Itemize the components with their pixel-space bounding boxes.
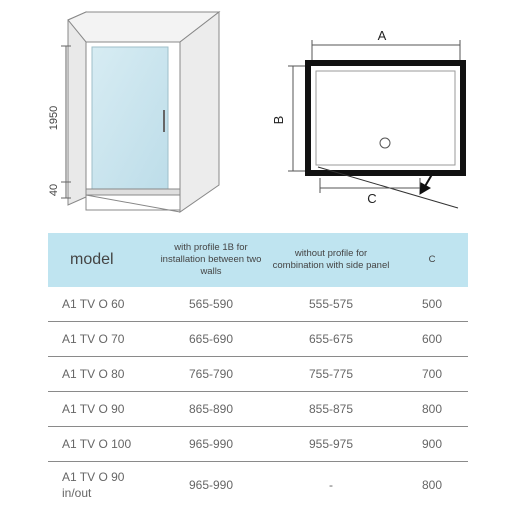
c-cell: 800 [421, 478, 443, 492]
tray-inner [316, 71, 455, 165]
table-row [48, 287, 468, 322]
header-c: C [396, 233, 468, 287]
door-base-profile [86, 189, 180, 195]
dimension-b-label: B [271, 115, 286, 125]
model-cell: A1 TV O 90 in/out [62, 470, 125, 500]
with-profile-cell: 665-690 [156, 322, 266, 357]
without-profile-cell: 755-775 [266, 357, 396, 392]
model-cell: A1 TV O 80 [48, 357, 156, 392]
with-profile-cell: 965-990 [156, 427, 266, 462]
c-cell: 600 [396, 322, 468, 357]
table-row [48, 357, 468, 392]
c-cell: 700 [396, 357, 468, 392]
table-header-row [48, 233, 468, 287]
header-model: model [48, 233, 156, 287]
model-cell: A1 TV O 100 [48, 427, 156, 462]
without-profile-cell: 955-975 [266, 427, 396, 462]
dimension-c-label: C [367, 191, 377, 206]
technical-drawing [0, 0, 515, 230]
with-profile-cell: 765-790 [156, 357, 266, 392]
height-label: 1950 [48, 105, 60, 131]
model-cell: A1 TV O 60 [48, 287, 156, 322]
right-wall [180, 12, 219, 212]
with-profile-cell: 965-990 [188, 478, 234, 492]
table-row [48, 427, 468, 462]
c-cell: 500 [396, 287, 468, 322]
glass-door [92, 47, 168, 189]
tray-outline [308, 63, 463, 173]
without-profile-cell: 555-575 [266, 287, 396, 322]
left-side-wall [68, 12, 86, 205]
with-profile-cell: 865-890 [156, 392, 266, 427]
with-profile-cell: 565-590 [156, 287, 266, 322]
table-row [48, 462, 468, 509]
enclosure-3d-view [68, 12, 219, 212]
table-row [48, 392, 468, 427]
without-profile-cell: 855-875 [266, 392, 396, 427]
without-profile-cell: - [329, 478, 333, 492]
table-row [48, 322, 468, 357]
c-cell: 900 [396, 427, 468, 462]
header-with-profile: with profile 1B for installation between two walls [156, 233, 266, 287]
c-cell: 800 [396, 392, 468, 427]
base-height-label: 40 [48, 183, 60, 197]
drain-icon [380, 138, 390, 148]
model-cell: A1 TV O 70 [48, 322, 156, 357]
dimension-a-label: A [377, 28, 387, 43]
header-without-profile: without profile for combination with side panel [266, 233, 396, 287]
without-profile-cell: 655-675 [266, 322, 396, 357]
model-cell: A1 TV O 90 [48, 392, 156, 427]
model-spec-table [48, 233, 468, 508]
plan-view [271, 28, 463, 208]
